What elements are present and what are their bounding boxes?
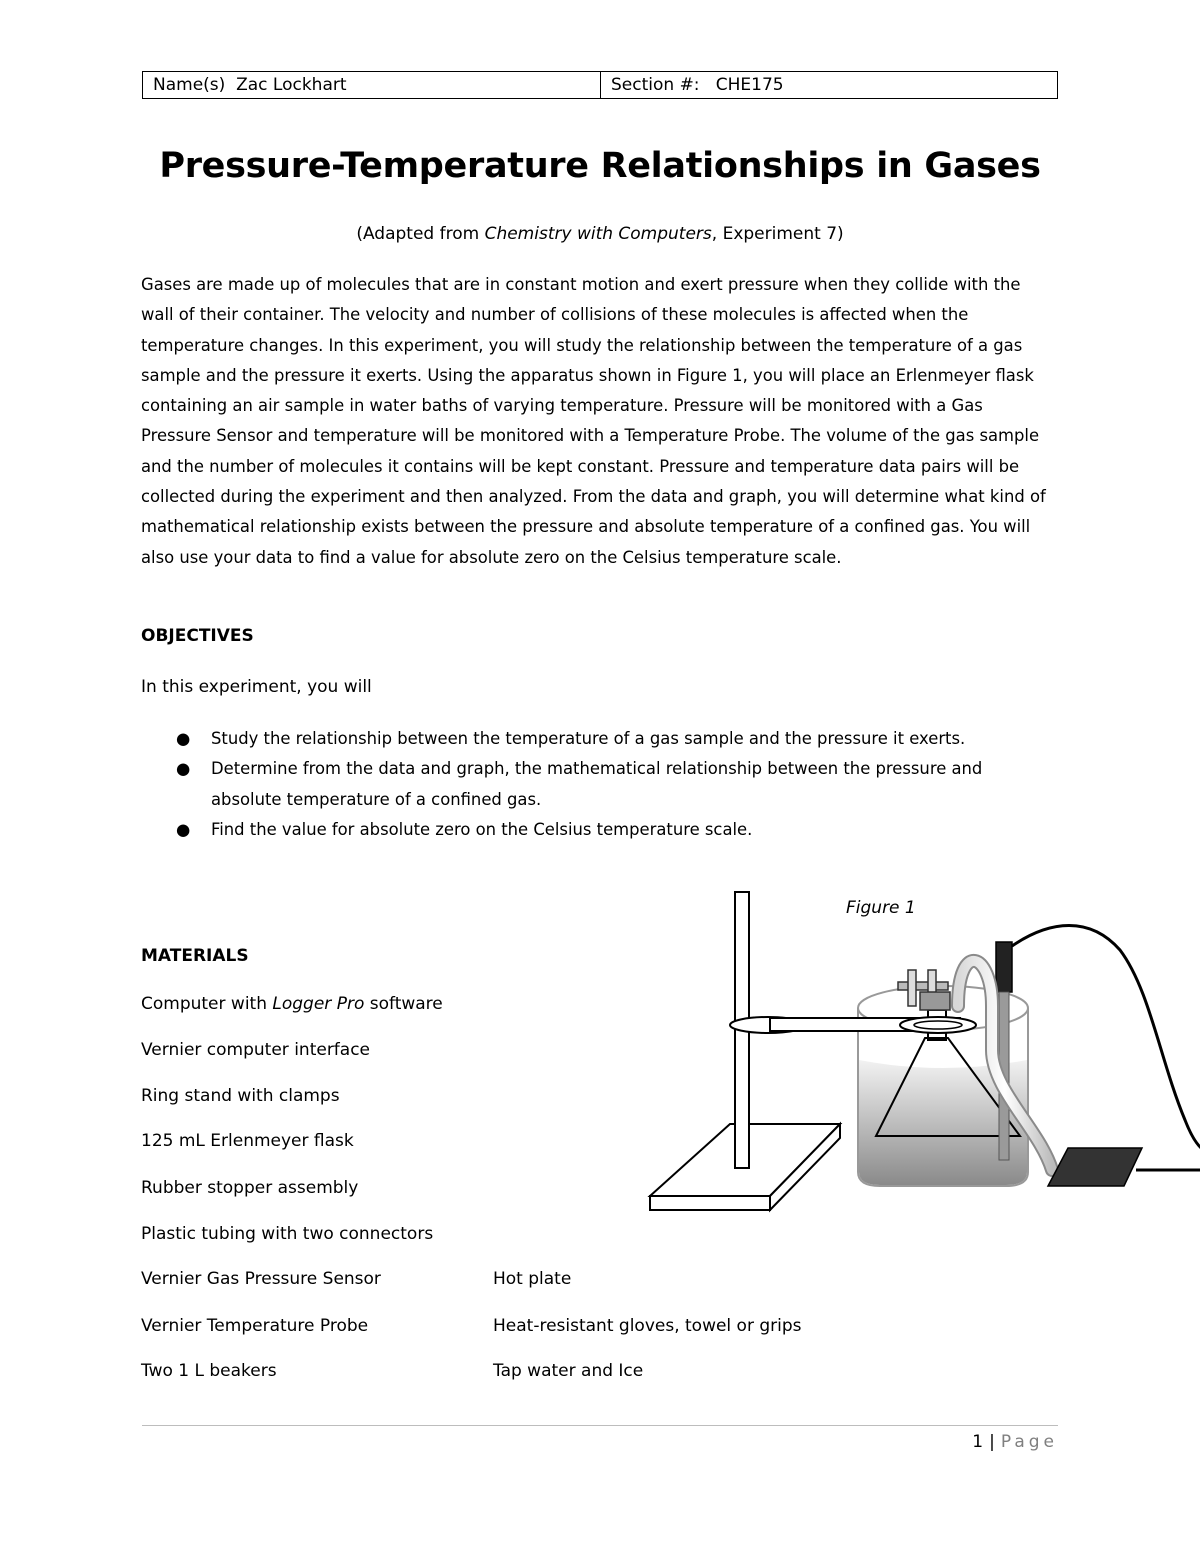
list-item xyxy=(141,815,1056,845)
material-item: Tap water and Ice xyxy=(493,1361,644,1381)
material-item: Plastic tubing with two connectors xyxy=(141,1224,434,1244)
document-subtitle xyxy=(0,224,1200,244)
material-text: software xyxy=(364,994,443,1014)
name-value: Zac Lockhart xyxy=(236,75,347,95)
section-label: Section #: xyxy=(611,75,700,95)
clamp-arm xyxy=(730,1017,976,1033)
material-item: Ring stand with clamps xyxy=(141,1086,340,1106)
material-item: Rubber stopper assembly xyxy=(141,1178,359,1198)
material-item: Vernier computer interface xyxy=(141,1040,371,1060)
page-word: Page xyxy=(1000,1432,1058,1452)
stopper-assembly xyxy=(898,970,950,1010)
material-item xyxy=(141,994,443,1014)
objectives-lead: In this experiment, you will xyxy=(141,677,372,697)
subtitle-prefix: (Adapted from xyxy=(356,224,485,244)
list-item xyxy=(141,724,1056,754)
objectives-heading: OBJECTIVES xyxy=(141,626,254,646)
bullet-icon: ● xyxy=(176,729,191,748)
material-item: Vernier Temperature Probe xyxy=(141,1316,369,1336)
apparatus-figure xyxy=(640,880,1200,1220)
objectives-list xyxy=(141,724,1056,845)
list-item xyxy=(141,754,1056,815)
name-cell xyxy=(143,72,601,98)
footer-separator: | xyxy=(989,1432,995,1452)
material-item: Two 1 L beakers xyxy=(141,1361,277,1381)
gas-pressure-sensor xyxy=(1048,1148,1200,1186)
material-software-name: Logger Pro xyxy=(272,994,365,1014)
page-footer xyxy=(972,1432,1058,1452)
material-text: Computer with xyxy=(141,994,273,1014)
material-item: Hot plate xyxy=(493,1269,572,1289)
material-item: Heat-resistant gloves, towel or grips xyxy=(493,1316,802,1336)
name-label: Name(s) xyxy=(153,75,226,95)
section-cell xyxy=(601,72,1057,98)
bullet-icon: ● xyxy=(176,819,191,839)
material-item: 125 mL Erlenmeyer flask xyxy=(141,1131,354,1151)
document-title: Pressure-Temperature Relationships in Gases xyxy=(159,146,1041,186)
section-value: CHE175 xyxy=(715,75,784,95)
bullet-icon: ● xyxy=(176,759,191,779)
intro-paragraph: Gases are made up of molecules that are in constant motion and exert pressure when they collide with the wall of their container. The velocity and number of collisions of these molecules is affected when the temperature changes. In this experiment, you will study the relationship between the temperature of a gas sample and the pressure it exerts. Using the apparatus shown in Figure 1, you will place an Erlenmeyer flask containing an air sample in water baths of varying temperature. Pressure will be monitored with a Gas Pressure Sensor and temperature will be monitored with a Temperature Probe. The volume of the gas sample and the number of molecules it contains will be kept constant. Pressure and temperature data pairs will be collected during the experiment and then analyzed. From the data and graph, you will determine what kind of mathematical relationship exists between the pressure and absolute temperature of a confined gas. You will also use your data to find a value for absolute zero on the Celsius temperature scale. xyxy=(141,275,1046,567)
material-item: Vernier Gas Pressure Sensor xyxy=(141,1269,381,1289)
objective-text: Find the value for absolute zero on the Celsius temperature scale. xyxy=(211,819,753,839)
subtitle-source: Chemistry with Computers xyxy=(484,224,712,244)
objective-text: Study the relationship between the temperature of a gas sample and the pressure it exerts. xyxy=(211,729,966,748)
footer-divider xyxy=(142,1425,1058,1426)
materials-heading: MATERIALS xyxy=(141,946,249,966)
page-number: 1 xyxy=(972,1432,984,1452)
subtitle-suffix: , Experiment 7) xyxy=(711,224,844,244)
objective-text: Determine from the data and graph, the mathematical relationship between the pressure and absolute temperature of a confined gas. xyxy=(211,759,983,809)
header-table xyxy=(142,71,1058,99)
figure-caption: Figure 1 xyxy=(846,898,916,918)
